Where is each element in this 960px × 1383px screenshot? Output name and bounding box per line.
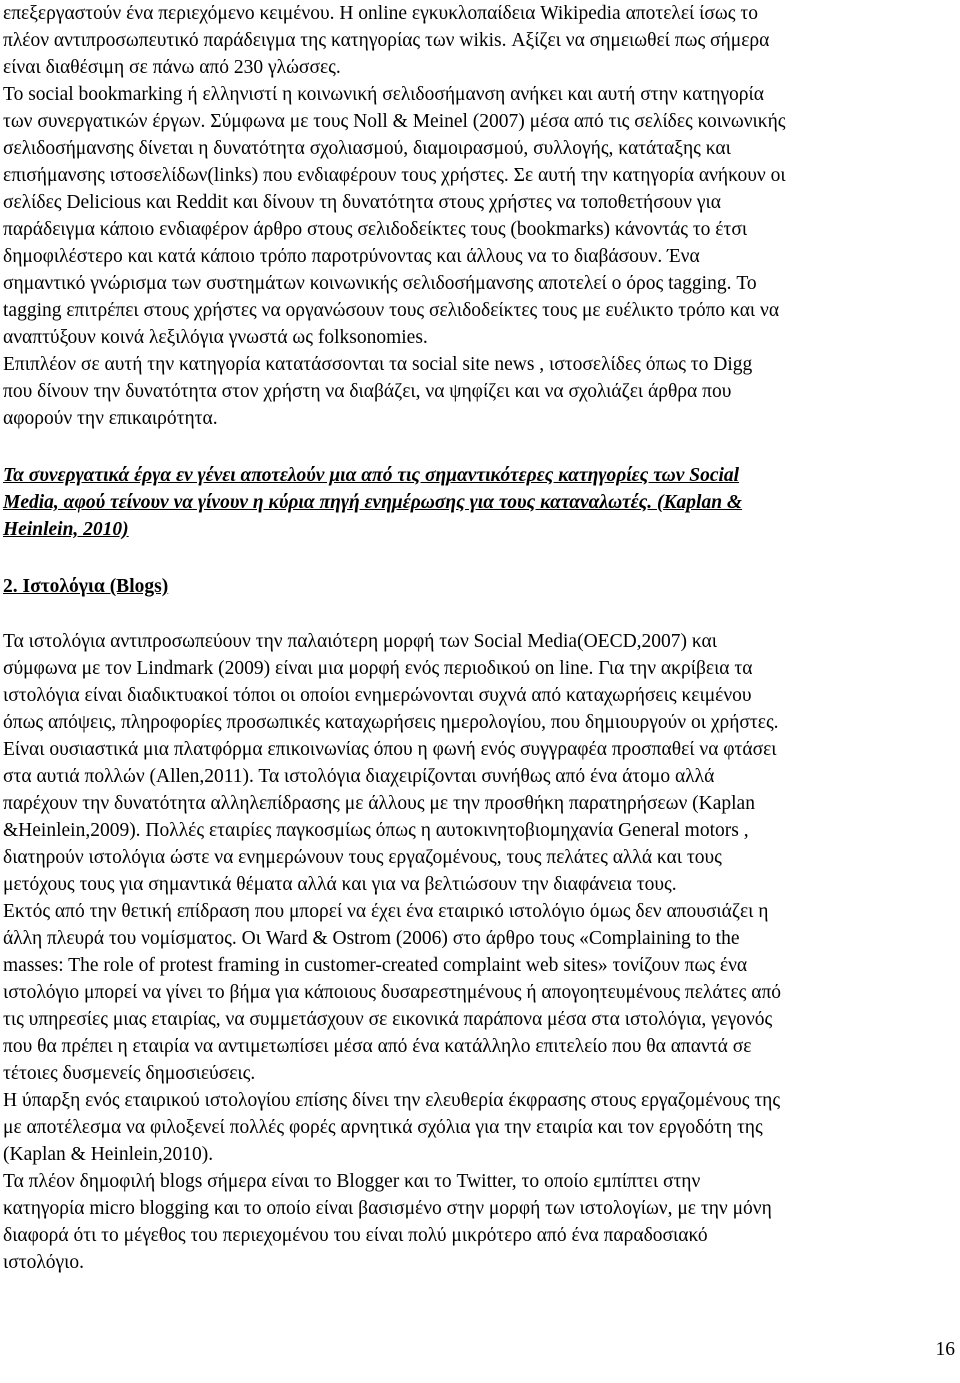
text-line: Τα πλέον δημοφιλή blogs σήμερα είναι το Blogger και το Twitter, το οποίο εμπίπτει στην	[3, 1171, 701, 1192]
text-line: (Kaplan & Heinlein,2010).	[3, 1144, 214, 1165]
section-title: Ιστολόγια (Blogs)	[22, 576, 169, 597]
page-number: 16	[935, 1339, 955, 1360]
text-line: τέτοιες δυσμενείς δημοσιεύσεις.	[3, 1063, 256, 1084]
text-line: στα αυτιά πολλών (Allen,2011). Τα ιστολόγια διαχειρίζονται συνήθως από ένα άτομο αλλά	[3, 766, 715, 787]
text-line: δημοφιλέστερο και κατά κάποιο τρόπο παροτρύνοντας και άλλους να το διαβάσουν. Ένα	[3, 246, 700, 267]
text-line: ιστολόγια είναι διαδικτυακοί τόποι οι οποίοι ενημερώνονται συχνά από καταχωρήσεις κειμένου	[3, 685, 752, 706]
text-line: σημαντικό γνώρισμα των συστημάτων κοινωνικής σελιδοσήμανσης αποτελεί ο όρος tagging. Το	[3, 273, 757, 294]
body-paragraphs	[3, 628, 781, 1276]
text-line: επεξεργαστούν ένα περιεχόμενο κειμένου. Η online εγκυκλοπαίδεια Wikipedia αποτελεί ίσως το	[3, 3, 758, 24]
text-line: είναι διαθέσιμη σε πάνω από 230 γλώσσες.	[3, 57, 341, 78]
text-line: πλέον αντιπροσωπευτικό παράδειγμα της κατηγορίας των wikis. Αξίζει να σημειωθεί πως σήμερα	[3, 30, 770, 51]
text-line: tagging επιτρέπει στους χρήστες να οργανώσουν τους σελιδοδείκτες τους με ευέλικτο τρόπο και να	[3, 300, 780, 321]
text-line: Τα συνεργατικά έργα εν γένει αποτελούν μια από τις σημαντικότερες κατηγορίες των Social	[3, 465, 740, 486]
text-line: Εκτός από την θετική επίδραση που μπορεί να έχει ένα εταιρικό ιστολόγιο όμως δεν απουσιάζει η	[3, 901, 769, 922]
text-line: ιστολόγιο.	[3, 1252, 85, 1273]
text-line: τις υπηρεσίες μιας εταιρίας, να συμμετάσχουν σε εικονικά παράπονα μέσα στα ιστολόγια, γεγονός	[3, 1009, 773, 1030]
text-line: Είναι ουσιαστικά μια πλατφόρμα επικοινωνίας όπου η φωνή ενός συγγραφέα προσπαθεί να φτάσει	[3, 739, 777, 760]
text-line: διατηρούν ιστολόγια ώστε να ενημερώνουν τους εργαζομένους, τους πελάτες αλλά και τους	[3, 847, 722, 868]
section-heading	[3, 573, 168, 600]
text-line: παρέχουν την δυνατότητα αλληλεπίδρασης με άλλους με την προσθήκη παρατηρήσεων (Kaplan	[3, 793, 755, 814]
text-line: Heinlein, 2010)	[3, 519, 129, 540]
text-line: ιστολόγιο μπορεί να γίνει το βήμα για κάποιους δυσαρεστημένους ή απογοητευμένους πελάτες από	[3, 982, 782, 1003]
text-line: παράδειγμα κάποιο ενδιαφέρον άρθρο στους σελιδοδείκτες τους (bookmarks) κάνοντάς το έτσι	[3, 219, 748, 240]
text-line: αναπτύξουν κοινά λεξιλόγια γνωστά ως folksonomies.	[3, 327, 428, 348]
text-line: επισήμανσης ιστοσελίδων(links) που ενδιαφέρουν τους χρήστες. Σε αυτή την κατηγορία ανήκουν οι	[3, 165, 786, 186]
text-line: Τα ιστολόγια αντιπροσωπεύουν την παλαιότερη μορφή των Social Media(OECD,2007) και	[3, 631, 718, 652]
text-line: masses: The role of protest framing in customer-created complaint web sites» τονίζουν πως ένα	[3, 955, 748, 976]
text-line: άλλη πλευρά του νομίσματος. Οι Ward & Ostrom (2006) στο άρθρο τους «Complaining to the	[3, 928, 740, 949]
text-line: που δίνουν την δυνατότητα στον χρήστη να διαβάζει, να ψηφίζει και να σχολιάζει άρθρα που	[3, 381, 732, 402]
text-line: σελίδες Delicious και Reddit και δίνουν τη δυνατότητα στους χρήστες να τοποθετήσουν για	[3, 192, 721, 213]
text-line: αφορούν την επικαιρότητα.	[3, 408, 218, 429]
text-line: μετόχους τους για σημαντικά θέματα αλλά και για να βελτιώσουν την διαφάνεια τους.	[3, 874, 677, 895]
text-line: κατηγορία micro blogging και το οποίο είναι βασισμένο στην μορφή των ιστολογίων, με την μόνη	[3, 1198, 772, 1219]
text-line: Το social bookmarking ή ελληνιστί η κοινωνική σελιδοσήμανση ανήκει και αυτή στην κατηγορία	[3, 84, 764, 105]
text-line: Επιπλέον σε αυτή την κατηγορία κατατάσσονται τα social site news , ιστοσελίδες όπως το Digg	[3, 354, 753, 375]
text-line: &Heinlein,2009). Πολλές εταιρίες παγκοσμίως όπως η αυτοκινητοβιομηχανία General motors ,	[3, 820, 749, 841]
text-line: Η ύπαρξη ενός εταιρικού ιστολογίου επίσης δίνει την ελευθερία έκφρασης στους εργαζομένους της	[3, 1090, 781, 1111]
text-line: σύμφωνα με τον Lindmark (2009) είναι μια μορφή ενός περιοδικού on line. Για την ακρίβεια τα	[3, 658, 753, 679]
highlight-quote	[3, 462, 742, 543]
text-line: διαφορά ότι το μέγεθος του περιεχομένου του είναι πολύ μικρότερο από ένα παραδοσιακό	[3, 1225, 708, 1246]
text-line: σελιδοσήμανσης δίνεται η δυνατότητα σχολιασμού, διαμοιρασμού, συλλογής, κατάταξης και	[3, 138, 731, 159]
text-line: Media, αφού τείνουν να γίνουν η κύρια πηγή ενημέρωσης για τους καταναλωτές. (Kaplan &	[3, 492, 743, 513]
text-line: με αποτέλεσμα να φιλοξενεί πολλές φορές αρνητικά σχόλια για την εταιρία και τον εργοδότη της	[3, 1117, 763, 1138]
intro-paragraphs	[3, 0, 786, 432]
text-line: των συνεργατικών έργων. Σύμφωνα με τους Noll & Meinel (2007) μέσα από τις σελίδες κοινωνικής	[3, 111, 786, 132]
text-line: που θα πρέπει η εταιρία να αντιμετωπίσει μέσα από ένα κατάλληλο επιτελείο που θα απαντά σε	[3, 1036, 752, 1057]
text-line: όπως απόψεις, πληροφορίες προσωπικές καταχωρήσεις ημερολογίου, που δημιουργούν οι χρήστες.	[3, 712, 779, 733]
section-number: 2.	[3, 576, 18, 597]
